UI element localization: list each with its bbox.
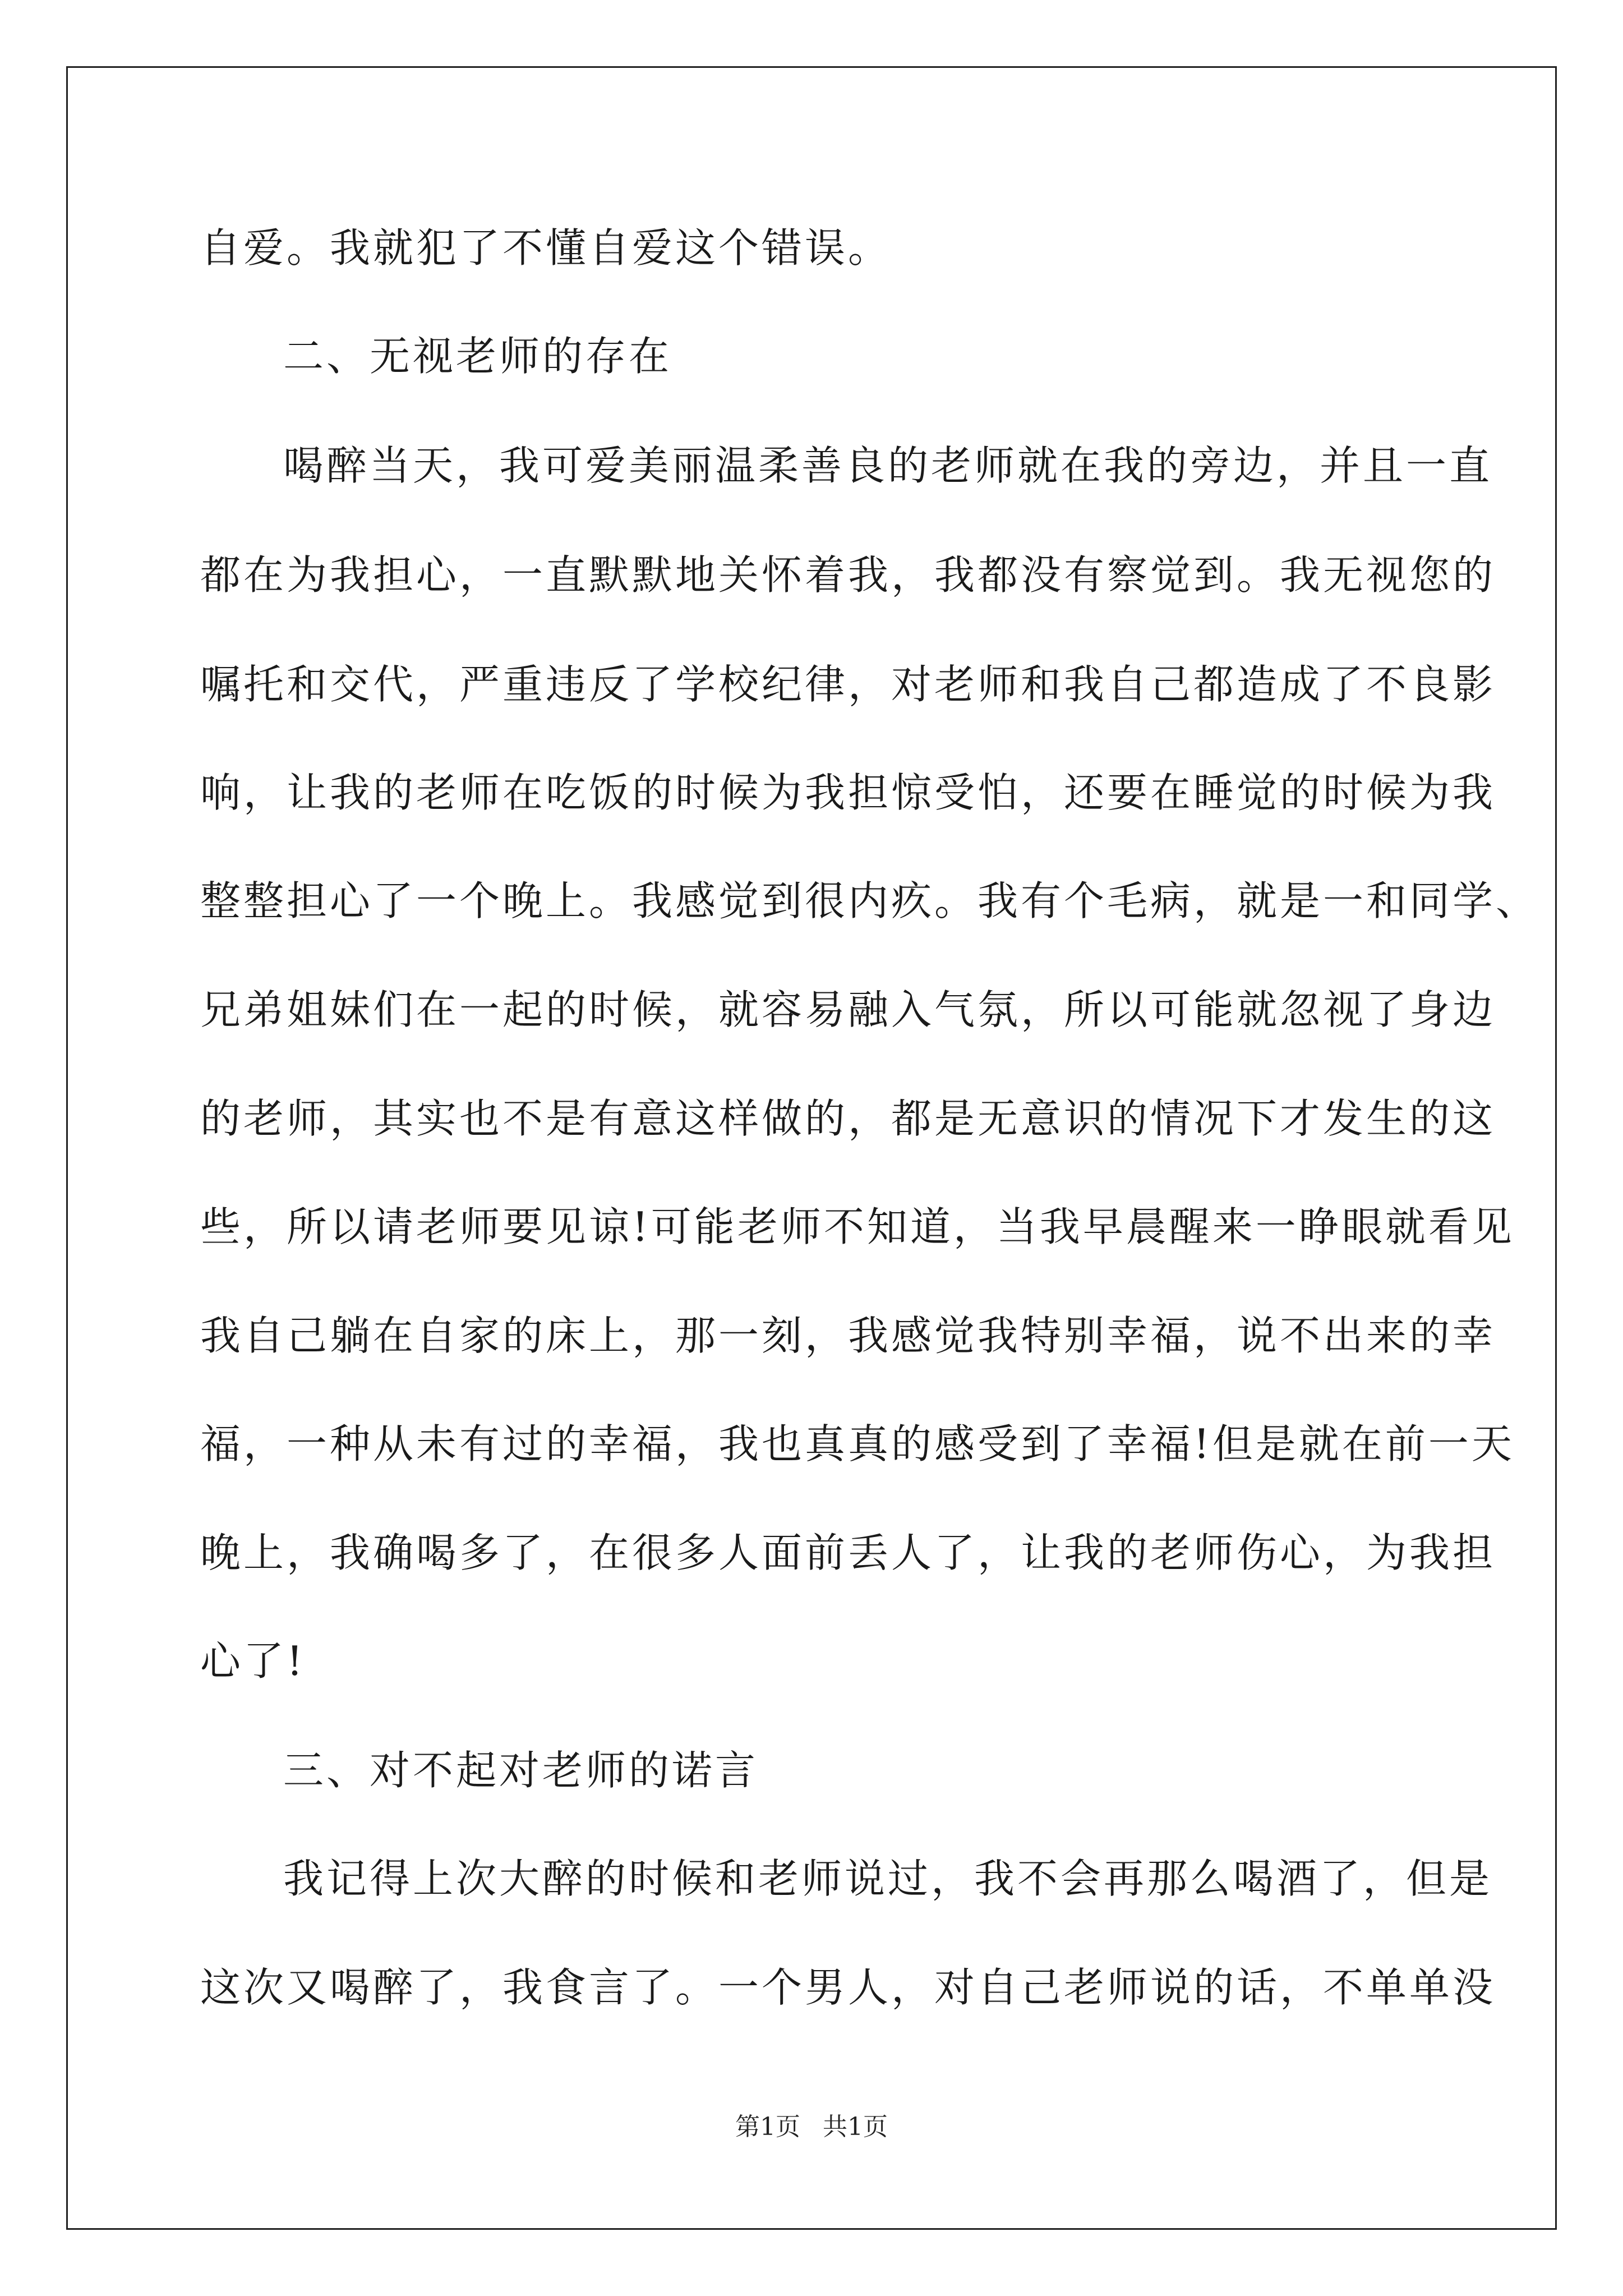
text-line: 喝醉当天，我可爱美丽温柔善良的老师就在我的旁边，并且一直 bbox=[283, 442, 1493, 489]
text-line: 兄弟姐妹们在一起的时候，就容易融入气氛，所以可能就忽视了身边 bbox=[200, 986, 1496, 1033]
text-line: 福，一种从未有过的幸福，我也真真的感受到了幸福!但是就在前一天 bbox=[200, 1420, 1515, 1467]
text-line: 我自己躺在自家的床上，那一刻，我感觉我特别幸福，说不出来的幸 bbox=[200, 1312, 1496, 1359]
text-line: 整整担心了一个晚上。我感觉到很内疚。我有个毛病，就是一和同学、 bbox=[200, 877, 1539, 924]
text-line: 嘱托和交代，严重违反了学校纪律，对老师和我自己都造成了不良影 bbox=[200, 661, 1496, 708]
text-line: 响，让我的老师在吃饭的时候为我担惊受怕，还要在睡觉的时候为我 bbox=[200, 769, 1496, 816]
page-number-current: 第1页 bbox=[735, 2113, 800, 2141]
text-line: 些，所以请老师要见谅!可能老师不知道，当我早晨醒来一睁眼就看见 bbox=[200, 1203, 1515, 1250]
text-line: 心了! bbox=[200, 1637, 306, 1685]
page-footer bbox=[0, 2110, 1623, 2144]
section-heading: 三、对不起对老师的诺言 bbox=[283, 1747, 759, 1794]
text-line: 都在为我担心，一直默默地关怀着我，我都没有察觉到。我无视您的 bbox=[200, 551, 1496, 599]
text-line: 自爱。我就犯了不懂自爱这个错误。 bbox=[200, 224, 892, 272]
text-line: 的老师，其实也不是有意这样做的，都是无意识的情况下才发生的这 bbox=[200, 1095, 1496, 1142]
section-heading: 二、无视老师的存在 bbox=[283, 333, 672, 380]
text-line: 我记得上次大醉的时候和老师说过，我不会再那么喝酒了，但是 bbox=[283, 1855, 1493, 1902]
text-line: 这次又喝醉了，我食言了。一个男人，对自己老师说的话，不单单没 bbox=[200, 1964, 1496, 2011]
text-line: 晚上，我确喝多了，在很多人面前丢人了，让我的老师伤心，为我担 bbox=[200, 1529, 1496, 1576]
page-number-total: 共1页 bbox=[823, 2113, 888, 2141]
